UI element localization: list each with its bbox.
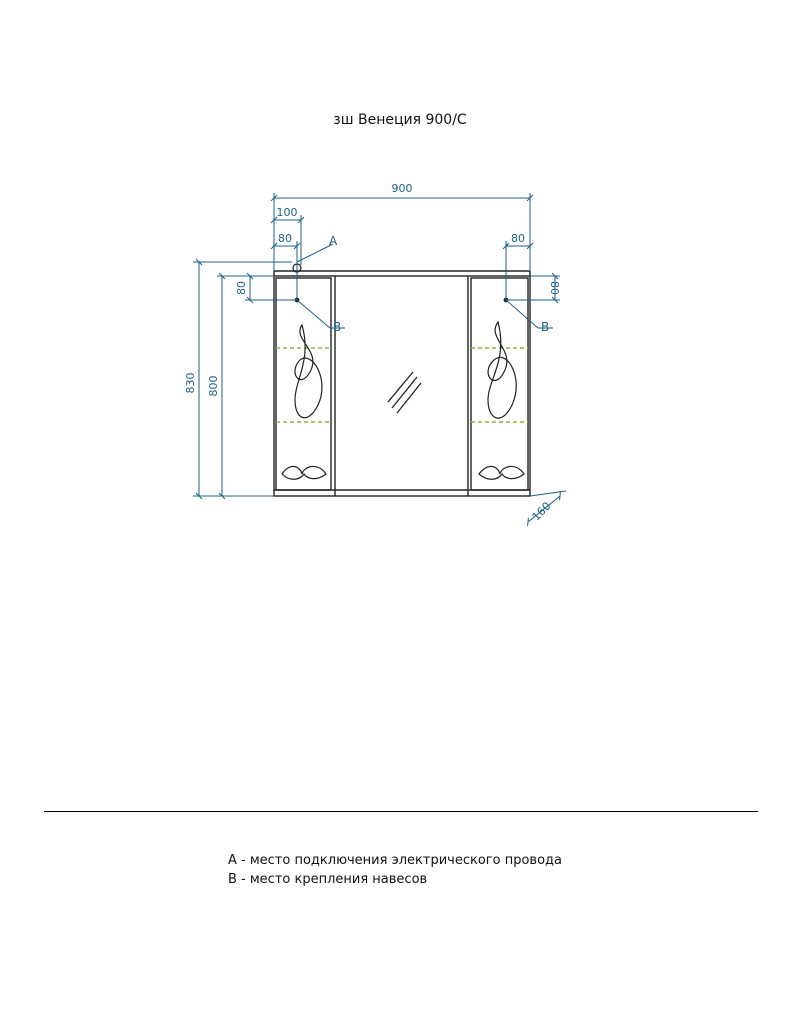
legend-item-a: А - место подключения электрического провода (228, 853, 562, 868)
dim-drop-left-80: 80 (235, 281, 248, 295)
dim-width-900: 900 (391, 182, 413, 195)
left-door-ornament (282, 264, 326, 479)
separator-line (44, 811, 758, 812)
right-door (471, 278, 528, 490)
dim-height-830: 830 (184, 372, 197, 394)
right-door-ornament (295, 298, 524, 479)
dim-offset-left-80: 80 (278, 232, 292, 245)
marker-a: A (329, 234, 338, 248)
legend (228, 851, 562, 889)
mirror-hatch (388, 372, 421, 413)
dim-offset-right-80: 80 (511, 232, 525, 245)
legend-item-b: В - место крепления навесов (228, 872, 428, 887)
dim-height-800: 800 (207, 375, 220, 397)
dim-drop-right-80: 80 (548, 281, 561, 295)
marker-b-right: B (541, 320, 550, 334)
dim-depth-160: 160 (529, 499, 554, 524)
dim-offset-100: 100 (276, 206, 298, 219)
left-door (276, 278, 331, 490)
drawing-title: зш Венеция 900/С (333, 112, 467, 128)
marker-b-left: B (333, 320, 342, 334)
